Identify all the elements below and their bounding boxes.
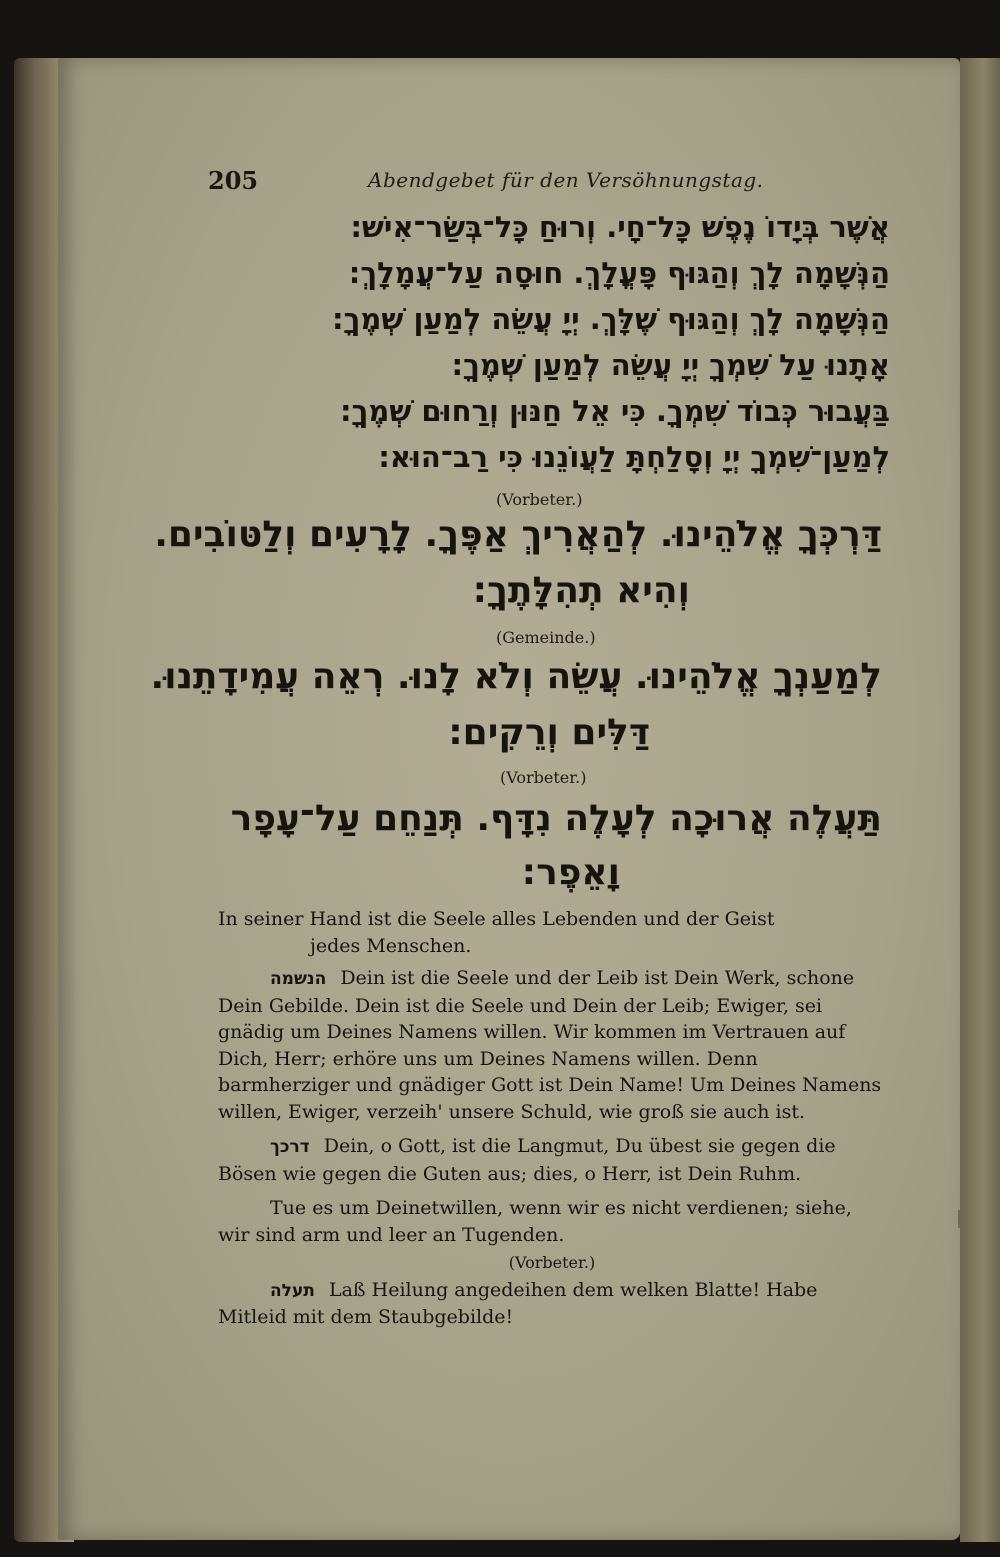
speaker-label: (Vorbeter.) [500,768,587,787]
translation-paragraph [218,965,886,1125]
translation-paragraph [218,1133,886,1187]
hebrew-cue-word: דרכך [270,1137,310,1157]
translation-text: In seiner Hand ist die Seele alles Lebenden und der Geist [218,908,775,930]
translation-paragraph [218,1195,886,1248]
german-translation [218,906,886,1331]
translation-text: Dein, o Gott, ist die Langmut, Du übest sie gegen die Bösen wie gegen die Guten aus; dies, o Herr, ist Dein Ruhm. [218,1135,836,1185]
speaker-label: (Vorbeter.) [496,490,583,509]
facing-page-edge [960,58,1000,1542]
hebrew-line: לְמַעַן־שִׁמְךָ יְיָ וְסָלַחְתָּ לַעֲוֹנֵנוּ כִּי רַב־הוּא: [378,440,890,474]
hebrew-line-large: דַּרְכְּךָ אֱלֹהֵינוּ. לְהַאֲרִיךְ אַפֶּךָ. לָרָעִים וְלַטּוֹבִים. [154,514,882,555]
translation-text: Tue es um Deinetwillen, wenn wir es nicht verdienen; siehe, wir sind arm und leer an Tugenden. [218,1197,852,1246]
hebrew-line-large: וְהִיא תְהִלָּתֶךָ: [472,570,690,611]
hebrew-line-large: לְמַעַנְךָ אֱלֹהֵינוּ. עֲשֵׂה וְלֹא לָנוּ. רְאֵה עֲמִידָתֵנוּ. [150,656,882,697]
translation-text: Laß Heilung angedeihen dem welken Blatte! Habe Mitleid mit dem Staubgebilde! [218,1278,818,1328]
hebrew-line-large: וָאֵפֶר: [521,852,620,893]
speaker-label: (Vorbeter.) [508,1253,596,1272]
translation-text: Dein ist die Seele und der Leib ist Dein Werk, schone Dein Gebilde. Dein ist die Seele und Dein der Leib; Ewiger, sei gnädig um Deines Namens willen. Wir kommen im Vertrauen auf Dich, Herr; erhöre uns um Deines Namens willen. Denn barmherziger und gnädiger Gott ist Dein Name! Um Deines Namens willen, Ewiger, verzeih' unsere Schuld, wie groß sie auch ist. [218,967,882,1123]
hebrew-line: הַנְּשָׁמָה לָךְ וְהַגּוּף פָּעֳלָךְ. חוּסָה עַל־עֲמָלָךְ: [348,256,890,290]
hebrew-line: בַּעֲבוּר כְּבוֹד שִׁמְךָ. כִּי אֵל חַנּוּן וְרַחוּם שְׁמֶךָ: [340,394,890,428]
translation-paragraph [218,906,886,959]
translation-paragraph [218,1277,886,1331]
hebrew-cue-word: הנשמה [270,969,327,989]
page-number: 205 [208,166,259,195]
page-header [150,160,800,200]
hebrew-line-large: תַּעֲלֶה אֲרוּכָה לְעָלֶה נִדָּף. תְּנַחֵם עַל־עָפָר [230,798,882,839]
speaker-label: (Gemeinde.) [496,628,596,647]
hebrew-line: אֲשֶׁר בְּיָדוֹ נֶפֶשׁ כָּל־חָי. וְרוּחַ כָּל־בְּשַׂר־אִישׁ: [350,210,890,244]
translation-text: jedes Menschen. [310,934,472,957]
hebrew-line-large: דַּלִּים וְרֵקִים: [448,712,650,753]
hebrew-line: הַנְּשָׁמָה לָךְ וְהַגּוּף שֶׁלָּךְ. יְיָ עֲשֵׂה לְמַעַן שְׁמֶךָ: [332,302,890,336]
running-title: Abendgebet für den Versöhnungstag. [368,168,764,192]
hebrew-line: אָתָנוּ עַל שִׁמְךָ יְיָ עֲשֵׂה לְמַעַן שְׁמֶךָ: [451,348,890,382]
page-blemish [958,1210,960,1228]
hebrew-cue-word: תעלה [270,1280,315,1301]
